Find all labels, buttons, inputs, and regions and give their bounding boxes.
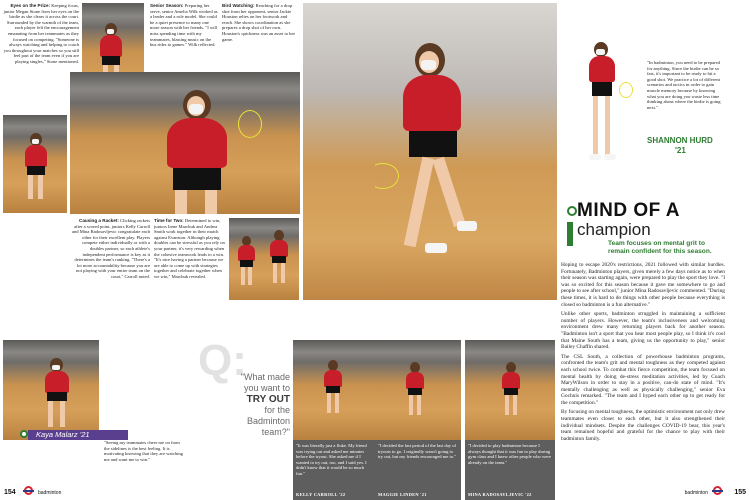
- article-paragraph-1: Hoping to escape 2020's restrictions, 2021 followed with similar hurdles. Fortunately, Badminton players, given merely a few days notice as to when their season was starting again, were prepared to play the sport they love. "I was so excited for this season because it gave me somewhere to go and people to see after school," junior Mina Radosavljevic commented. "During these times, it is hard to do things with other people because everything is closed so badminton is a fun alternative.": [561, 262, 725, 308]
- caption-senior-title: Senior Season:: [150, 3, 184, 8]
- question-line1: "What made: [240, 372, 290, 382]
- answer-photo-3: [465, 340, 555, 440]
- caption-eyes-title: Eyes on the Prize:: [10, 3, 51, 8]
- photo-bird-watching: [303, 3, 375, 300]
- caption-bird: [222, 3, 298, 42]
- caption-twos: [154, 218, 226, 280]
- question-line4: for the: [264, 405, 290, 415]
- kaya-name: [28, 430, 128, 440]
- folio-left-label: badminton: [38, 490, 62, 496]
- photo-racket-left: [3, 115, 67, 213]
- pull-quote-name-text: SHANNON HURD: [647, 136, 713, 145]
- folio-left: [4, 489, 16, 496]
- kaya-quote: [104, 440, 186, 462]
- answer-quote-2: "I decided the last period of the last day of tryouts to go. I originally wasn't going to try out, but my friends encouraged me to.": [378, 443, 457, 460]
- answer-name-1: KELLY CARROLL '22: [296, 492, 346, 498]
- caption-senior: [150, 3, 218, 48]
- photo-senior: [70, 72, 300, 214]
- question-line5: Badminton: [246, 416, 290, 426]
- folio-right: [734, 489, 746, 496]
- question-line6: team?": [261, 427, 290, 437]
- answer-card-3: [465, 440, 555, 500]
- question-line2: you want to: [243, 383, 290, 393]
- headline-line2-text: champion: [577, 220, 651, 239]
- caption-bird-title: Bird Watching:: [222, 3, 255, 8]
- pull-quote: [647, 60, 725, 110]
- pull-quote-year-text: '21: [675, 146, 686, 155]
- deck-text: Team focuses on mental grit to remain confident for this season.: [608, 240, 712, 255]
- folio-left-number: 154: [4, 489, 16, 496]
- article-paragraph-4: By focusing on mental toughness, the optimistic environment not only drew teammates even closer to each other, but it also strengthened their individual mindsets. Despite the challenges COVID-19 bear, this year's team remained hopeful and grateful for the chance to play with their badminton family.: [561, 409, 725, 442]
- photo-kaya: [3, 340, 99, 440]
- question-line3: TRY OUT: [246, 394, 290, 405]
- caption-racket-text: Clicking rackets after a scored point, juniors Kelly Carroll and Mina Radosavljevic congratulate each other for their excellent play. Players compete either individually or with a doubles partner, so each athlete's independent performance is key as it determines the team's ranking. "There's a lot more accountability because you are not playing with your entire team on the court," Carroll noted.: [71, 218, 150, 279]
- article-body: [561, 262, 725, 442]
- photo-bird-watching-right: [375, 3, 557, 300]
- logo-icon-left: [24, 486, 33, 495]
- caption-racket-title: Causing a Racket:: [79, 218, 119, 223]
- headline-bar: [567, 222, 573, 246]
- caption-senior-text: Preparing her serve, senior Amelia Wilk worked as a leader and a role model. She could be a quiet presence to many one more season with her friends. "I will miss spending time with my teammates, blasting music on the bus rides to games." Wilk reflected.: [150, 3, 218, 48]
- kaya-quote-text: "Seeing my teammates cheer me on from the sidelines is the best feeling. It is motivating knowing that they are watching me and want me to win.": [104, 440, 183, 462]
- caption-bird-text: Reaching for a drop shot from her opponent, senior Jackie Houston relies on her footwork and reach. She shows coordination as she prepares a drop shot of her own. Houston's quickness was an asset to her game.: [222, 3, 296, 42]
- caption-twos-title: Time for Two:: [154, 218, 184, 223]
- pull-quote-text: "In badminton, you need to be prepared for anything. Since the birdie can be so fast, it's important to be ready to hit a good shot. We practice a lot of different scenarios and tactics in order to gain muscle memory because by knowing what you are doing you waste less time thinking about where the birdie is going next.": [647, 60, 721, 110]
- photo-twos: [229, 218, 299, 300]
- logo-icon-right: [713, 486, 722, 495]
- question-q-text: Q:: [198, 336, 247, 385]
- answer-name-3: MINA RADOSAVLJEVIC '22: [468, 492, 532, 498]
- caption-twos-text: Determined to win, juniors Irene Marchuk and Andrea Smith work together in their match against Evanston. Although playing doubles can be stressful as you rely on your partner, it's very rewarding when the cohesive teamwork leads to a win. "It's nice having a partner because we are able to come up with strategies together and celebrate together when we win," Marchuk revealed.: [154, 218, 225, 279]
- headline-line1-text: MIND OF A: [577, 200, 681, 221]
- kaya-name-text: Kaya Malarz '21: [36, 430, 90, 439]
- caption-racket: [70, 218, 150, 280]
- answer-photo-1: [293, 340, 375, 440]
- answer-quote-1: "It was literally just a fluke. My friend was trying out and asked me minutes before the tryout. She asked me if I wanted to try out, too, and I said yes. I didn't know that it would be so much fun.": [296, 443, 367, 476]
- article-paragraph-3: The CSL South, a collection of powerhouse badminton programs, confronted the team's grit and mental toughness as they competed against each school twice. To combat this fierce competition, the team focused on mental health by doing de-stress meditation activities, led by Coach MaryWilson in order to stay in a positive, can-do state of mind. "It's mentally challenging as well as physically challenging," senior Eva Gochnis remarked. "The team and I hyped each other up to get ready for the competition.": [561, 353, 725, 406]
- folio-right-number: 155: [734, 489, 746, 496]
- answer-quote-3: "I decided to play badminton because I always thought that it was fun to play during gym class and I knew other people who were already on the team.": [468, 443, 551, 465]
- headline-line1: [577, 200, 680, 222]
- answer-photo-2: [375, 340, 461, 440]
- answer-name-2: MAGGIE LINDEN '21: [378, 492, 427, 498]
- caption-eyes: [3, 3, 79, 65]
- right-page: [375, 0, 750, 500]
- folio-right-label: badminton: [684, 490, 708, 496]
- question-prompt: [232, 372, 290, 438]
- answer-card-1: [293, 440, 375, 500]
- pull-quote-year: [675, 146, 686, 155]
- headline-dot: [567, 206, 577, 216]
- photo-shannon: [561, 38, 643, 186]
- deck: [608, 240, 718, 256]
- answer-card-2: [375, 440, 461, 500]
- caption-eyes-text: Keeping focus, junior Megan Stone fixes her eyes on the birdie as she clears it across the court. Surrounded by the warmth of the team, each player felt the encouragement emanating from her teammates as they focused on competing. "Someone is always watching and helping to coach you throughout your matches so you still feel part of the team even if you are playing singles," Stone mentioned.: [3, 3, 79, 64]
- pull-quote-name: [647, 136, 713, 145]
- article-paragraph-2: Unlike other sports, badminton struggled in maintaining a sufficient number of players. However, the team's inclusiveness and welcoming environment drew many returning players back for another season. "Badminton isn't a sport that you hear most people play, so I think it's cool that Maine South has a team, giving us the opportunity to play," senior Bailey Chaffin shared.: [561, 311, 725, 351]
- kaya-dot: [20, 430, 28, 438]
- headline-line2: [577, 220, 651, 240]
